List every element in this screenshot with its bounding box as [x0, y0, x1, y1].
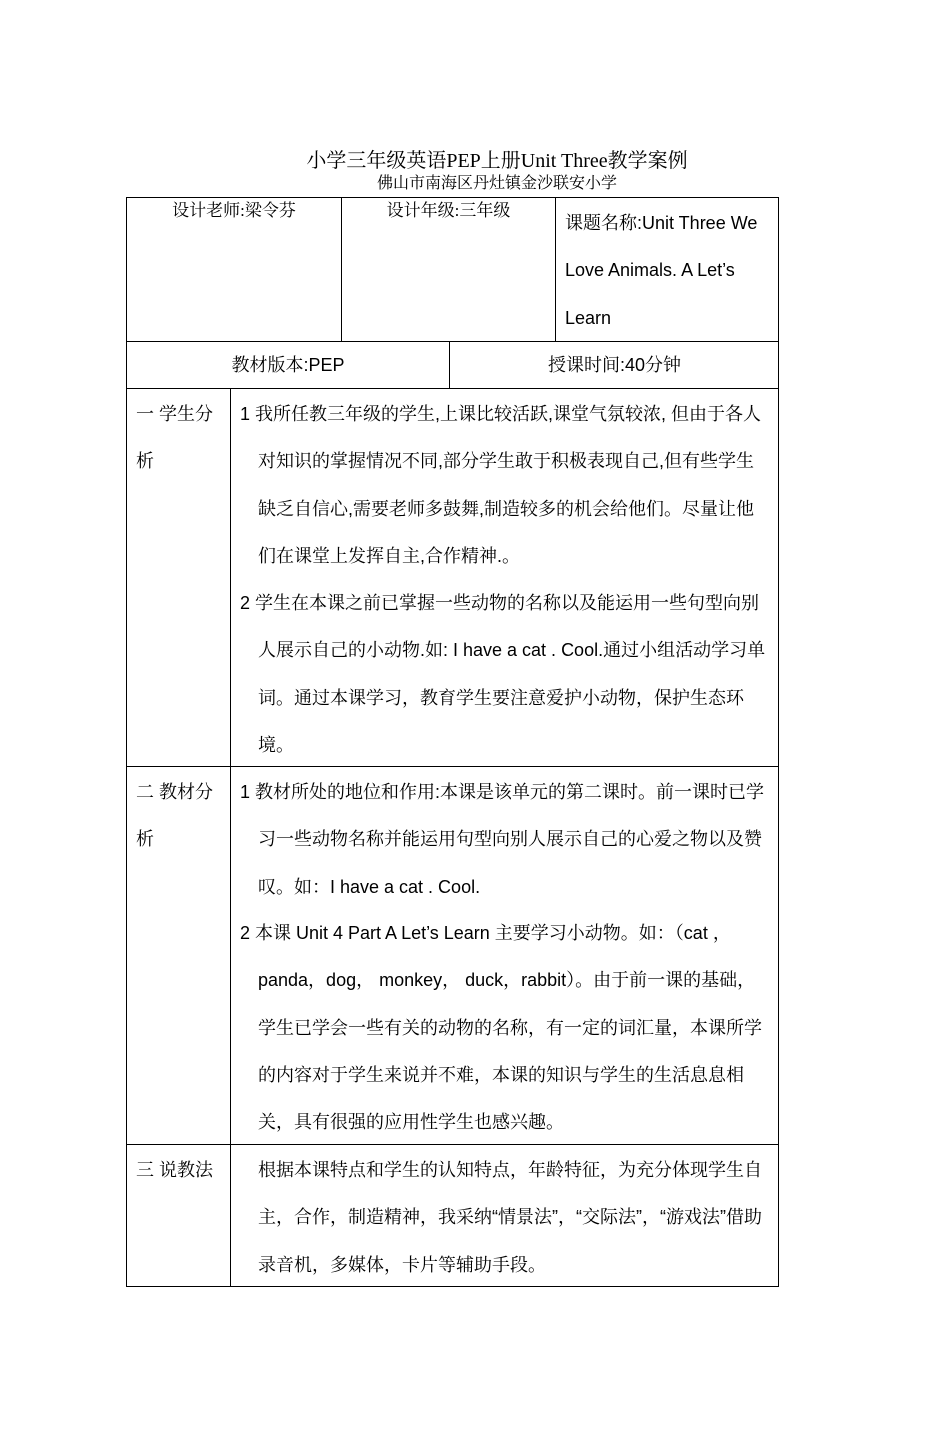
paragraph: 1 教材所处的地位和作用:本课是该单元的第二课时。前一课时已学习一些动物名称并能运用句型向别人展示自己的心爱之物以及赞叹。如：I have a cat . Cool. — [240, 782, 765, 897]
section-label: 三 说教法 — [136, 1160, 214, 1180]
lesson-title-label: 课题名称:Unit Three We Love Animals. A Let’s Learn — [565, 213, 758, 328]
edition-cell — [126, 341, 449, 388]
section-material-analysis-label-cell — [126, 766, 230, 1144]
paragraph: 根据本课特点和学生的认知特点，年龄特征，为充分体现学生自主，合作，制造精神，我采纳“情景法”，“交际法”，“游戏法”借助录音机，多媒体，卡片等辅助手段。 — [258, 1160, 762, 1275]
paragraph: 2 本课 Unit 4 Part A Let’s Learn 主要学习小动物。如：（cat ，panda，dog， monkey， duck，rabbit）。由于前一课的基础，学生已学会一些有关的动物的名称，有一定的词汇量，本课所学的内容对于学生来说并不难，本课的知识与学生的生活息息相关，具有很强的应用性学生也感兴趣。 — [240, 923, 762, 1133]
school-name: 佛山市南海区丹灶镇金沙联安小学 — [376, 175, 617, 192]
duration-label: 授课时间:40分钟 — [547, 355, 682, 375]
teacher-label: 设计老师:梁令芬 — [172, 201, 296, 220]
lesson-plan-table — [126, 197, 779, 1287]
section-teaching-method-content-cell — [230, 1144, 779, 1287]
paragraph: 2 学生在本课之前已掌握一些动物的名称以及能运用一些句型向别人展示自己的小动物.如: I have a cat . Cool.通过小组活动学习单词。通过本课学习，教育学生要注意爱护小动物，保护生态环境。 — [240, 593, 766, 755]
document-title: 小学三年级英语PEP上册Unit Three教学案例 — [306, 150, 688, 172]
duration-cell — [449, 341, 779, 388]
paragraph: 1 我所任教三年级的学生,上课比较活跃,课堂气氛较浓, 但由于各人对知识的掌握情况不同,部分学生敢于积极表现自己,但有些学生缺乏自信心,需要老师多鼓舞,制造较多的机会给他们。尽量让他们在课堂上发挥自主,合作精神.。 — [240, 404, 762, 566]
grade-cell — [341, 197, 555, 341]
lesson-title-cell — [555, 197, 779, 341]
grade-label: 设计年级:三年级 — [386, 201, 511, 220]
section-label: 二 教材分析 — [136, 782, 214, 850]
edition-label: 教材版本:PEP — [231, 355, 345, 375]
section-student-analysis-content-cell — [230, 388, 779, 766]
section-material-analysis-content-cell — [230, 766, 779, 1144]
section-label: 一 学生分析 — [136, 404, 214, 472]
teacher-cell — [126, 197, 341, 341]
section-teaching-method-label-cell — [126, 1144, 230, 1287]
section-student-analysis-label-cell — [126, 388, 230, 766]
